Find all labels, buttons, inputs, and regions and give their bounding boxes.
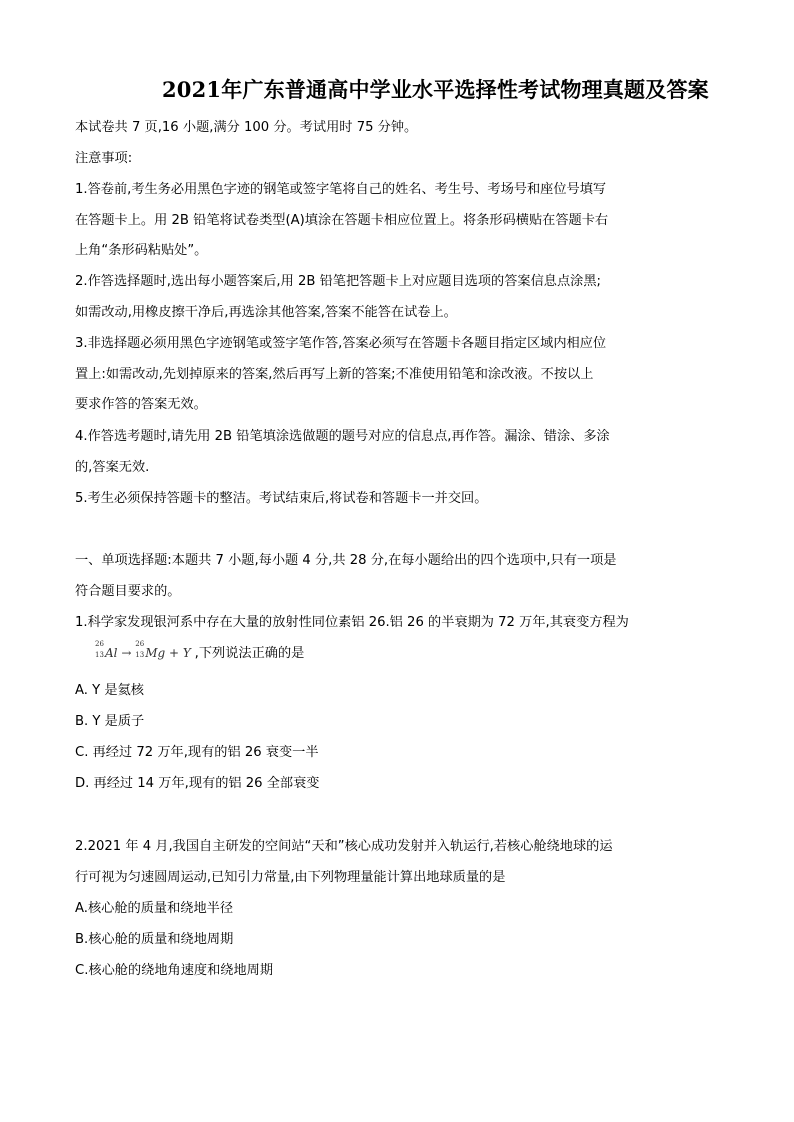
- notice-heading: 注意事项:: [75, 151, 133, 166]
- notice-line: 的,答案无效.: [75, 460, 150, 475]
- element-symbol: Al: [105, 646, 118, 660]
- notice-line: 置上:如需改动,先划掉原来的答案,然后再写上新的答案;不准使用铅笔和涂改液。不按以上: [75, 367, 594, 382]
- mass-number: 26: [95, 640, 104, 648]
- mass-number: 26: [135, 640, 145, 648]
- notice-line: 上角“条形码粘贴处”。: [75, 243, 208, 258]
- notice-line: 5.考生必须保持答题卡的整洁。考试结束后,将试卷和答题卡一并交回。: [75, 491, 488, 506]
- q1-option-a: A. Y 是氦核: [75, 683, 144, 698]
- page-title: 2021年广东普通高中学业水平选择性考试物理真题及答案: [162, 77, 709, 102]
- q1-stem: 1.科学家发现银河系中存在大量的放射性同位素铝 26.铝 26 的半衰期为 72 万年,其衰变方程为: [75, 615, 629, 630]
- notice-line: 要求作答的答案无效。: [75, 397, 207, 412]
- q2-option-c: C.核心舱的绕地角速度和绕地周期: [75, 963, 274, 978]
- q2-option-a: A.核心舱的质量和绕地半径: [75, 901, 234, 916]
- notice-line: 1.答卷前,考生务必用黑色字迹的钢笔或签字笔将自己的姓名、考生号、考场号和座位号填写: [75, 182, 607, 197]
- arrow-icon: →: [121, 646, 132, 660]
- charge-number: 13: [95, 651, 104, 659]
- q2-option-b: B.核心舱的质量和绕地周期: [75, 932, 234, 947]
- q2-stem: 2.2021 年 4 月,我国自主研发的空间站“天和”核心成功发射并入轨运行,若核心舱绕地球的运: [75, 839, 613, 854]
- q1-option-c: C. 再经过 72 万年,现有的铝 26 衰变一半: [75, 745, 319, 760]
- notice-line: 如需改动,用橡皮擦干净后,再选涂其他答案,答案不能答在试卷上。: [75, 305, 457, 320]
- nuclide-al: [95, 640, 118, 660]
- q2-stem-cont: 行可视为匀速圆周运动,已知引力常量,由下列物理量能计算出地球质量的是: [75, 870, 506, 885]
- q1-decay-equation: [95, 642, 304, 661]
- q1-stem-tail: ,下列说法正确的是: [194, 646, 305, 661]
- notice-line: 2.作答选择题时,选出每小题答案后,用 2B 铅笔把答题卡上对应题目选项的答案信息点涂黑;: [75, 274, 601, 289]
- q1-option-d: D. 再经过 14 万年,现有的铝 26 全部衰变: [75, 776, 320, 791]
- nuclide-mg: [135, 640, 166, 660]
- section-heading: 一、单项选择题:本题共 7 小题,每小题 4 分,共 28 分,在每小题给出的四个选项中,只有一项是: [75, 553, 617, 568]
- q1-option-b: B. Y 是质子: [75, 714, 145, 729]
- notice-line: 在答题卡上。用 2B 铅笔将试卷类型(A)填涂在答题卡相应位置上。将条形码横贴在答题卡右: [75, 213, 609, 228]
- notice-line: 3.非选择题必须用黑色字迹钢笔或签字笔作答,答案必须写在答题卡各题目指定区域内相应位: [75, 336, 607, 351]
- section-heading-cont: 符合题目要求的。: [75, 584, 181, 599]
- intro-text: 本试卷共 7 页,16 小题,满分 100 分。考试用时 75 分钟。: [75, 120, 418, 135]
- charge-number: 13: [135, 651, 145, 659]
- product-y: + Y: [169, 646, 191, 660]
- element-symbol: Mg: [145, 646, 166, 660]
- notice-line: 4.作答选考题时,请先用 2B 铅笔填涂选做题的题号对应的信息点,再作答。漏涂、错涂、多涂: [75, 429, 610, 444]
